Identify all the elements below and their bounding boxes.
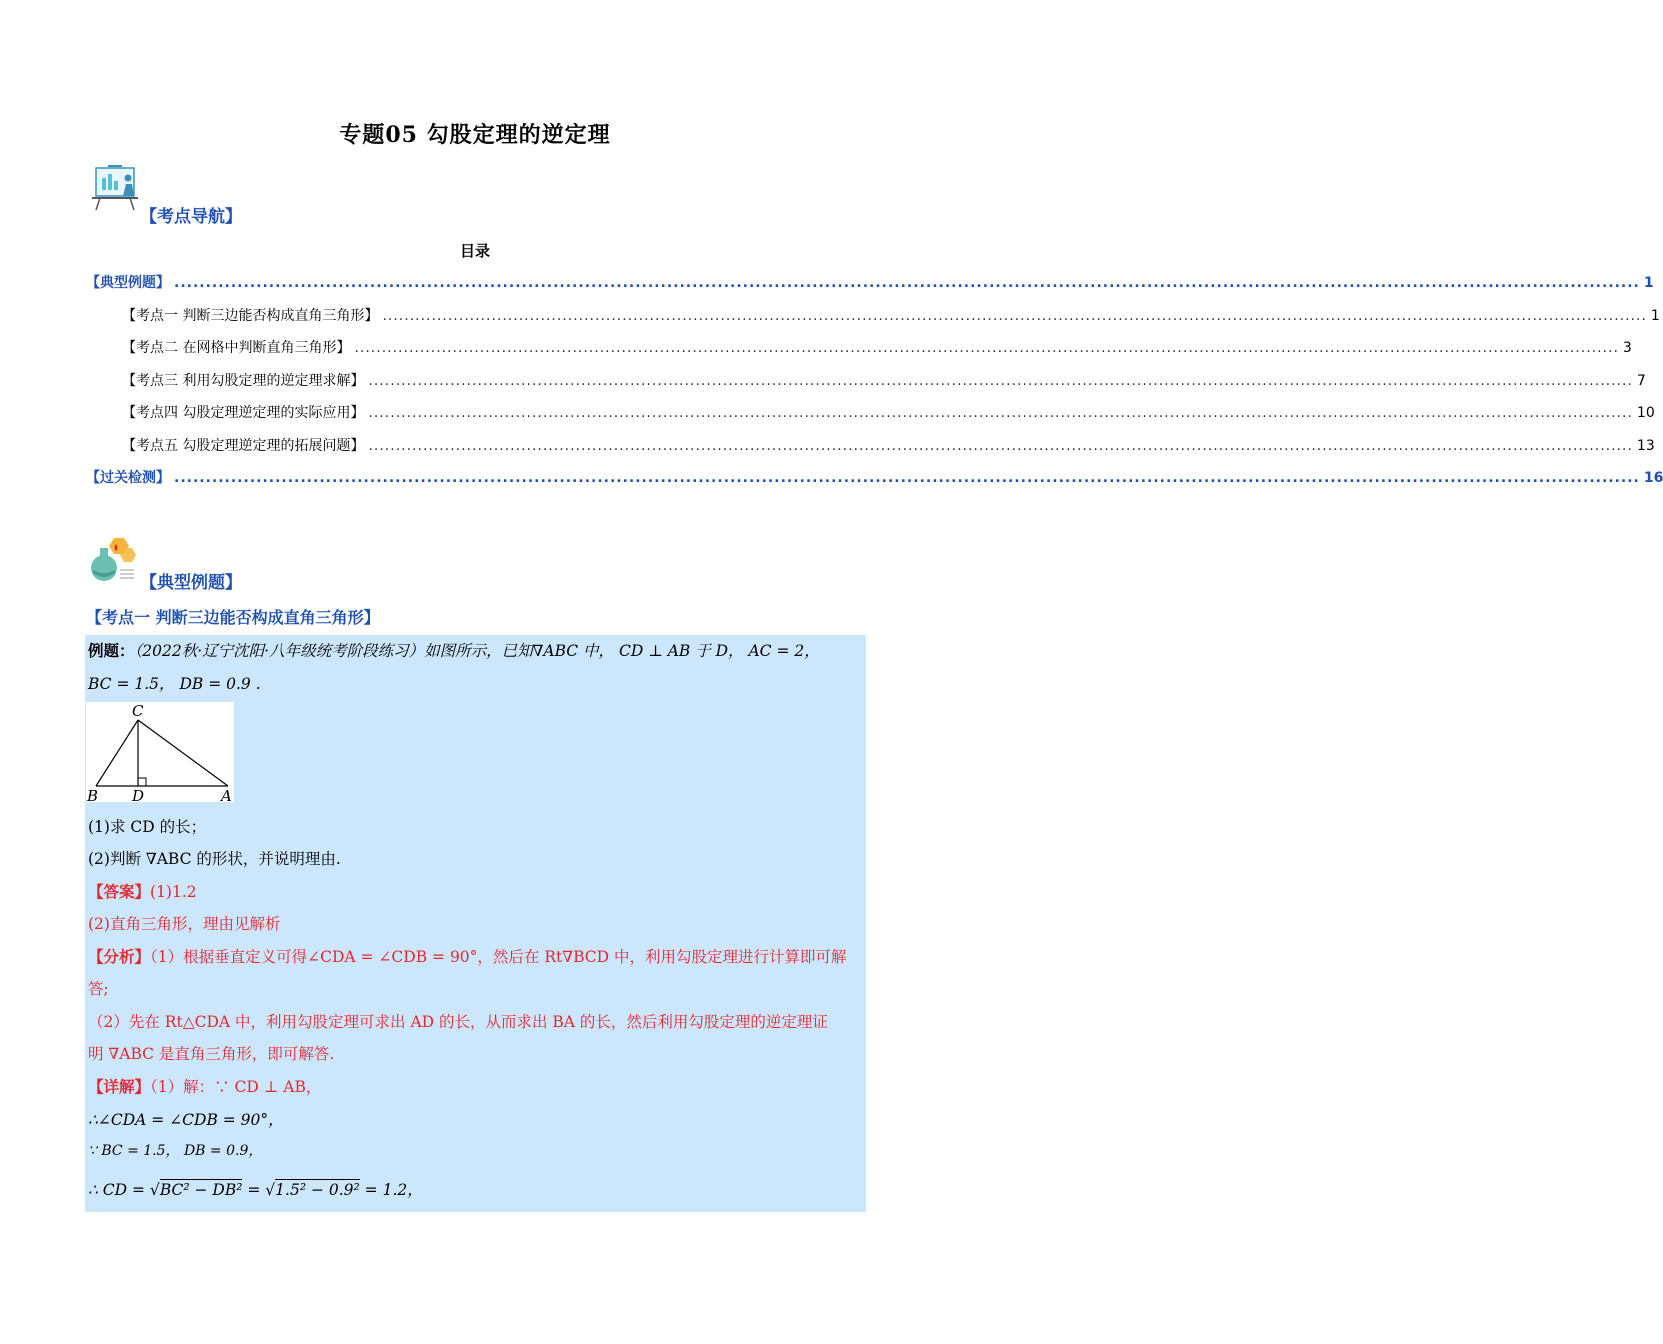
analysis-text-2: 答;: [88, 980, 109, 998]
analysis-line-1: [88, 945, 846, 967]
toc-label: 【考点三 利用勾股定理的逆定理求解】: [122, 373, 365, 389]
toc-leader: ........................................................................................................................................................................................................................................: [174, 275, 1640, 291]
detail-eq-mid: =: [242, 1181, 266, 1199]
answer-tag: 【答案】: [88, 882, 151, 901]
example-text-1: （2022秋·辽宁沈阳·八年级统考阶段练习）如图所示，已知∇ABC 中， CD ⊥ AB 于 D， AC = 2，: [134, 642, 820, 660]
detail-text-2: ∴∠CDA = ∠CDB = 90°，: [88, 1111, 284, 1129]
question-2: (2)判断 ∇ABC 的形状，并说明理由.: [88, 850, 341, 868]
teaching-board-icon: [88, 164, 144, 214]
flask-icon: [88, 536, 138, 586]
toc-item-topic-5[interactable]: [122, 435, 1655, 457]
answer-line-1: [88, 880, 197, 902]
question-1: (1)求 CD 的长；: [88, 818, 207, 836]
detail-line-4: ∴ CD = √BC² − DB² = √1.5² − 0.9² = 1.2，: [88, 1181, 423, 1199]
detail-eq-right: = 1.2，: [359, 1181, 423, 1199]
toc-item-topic-3[interactable]: [122, 370, 1646, 392]
detail-text-1: （1）解：∵ CD ⊥ AB，: [150, 1078, 322, 1096]
section-heading: 【典型例题】: [140, 573, 242, 593]
label-a: A: [221, 787, 232, 805]
toc-leader: ........................................................................................................................................................................................................................................: [368, 373, 1633, 389]
toc-label: 【典型例题】: [86, 275, 170, 291]
toc-item-checkpoint[interactable]: [86, 467, 1663, 489]
answer-2: (2)直角三角形，理由见解析: [88, 915, 281, 933]
label-b: B: [87, 787, 99, 805]
toc-item-topic-1[interactable]: [122, 305, 1660, 327]
toc-item-examples[interactable]: [86, 272, 1654, 294]
detail-text-3: ∵ BC = 1.5， DB = 0.9，: [88, 1143, 263, 1159]
detail-eq-left: ∴ CD =: [88, 1181, 150, 1199]
example-line-1: [88, 639, 820, 661]
toc-page: 7: [1636, 373, 1646, 389]
sqrt-expression-1: BC² − DB²: [159, 1181, 243, 1199]
toc-page: 1: [1650, 308, 1660, 324]
analysis-text-4: 明 ∇ABC 是直角三角形，即可解答.: [88, 1045, 335, 1063]
toc-label: 【过关检测】: [86, 470, 170, 486]
example-label: 例题：: [88, 641, 135, 660]
toc-page: 3: [1622, 340, 1632, 356]
toc-label: 【考点四 勾股定理逆定理的实际应用】: [122, 405, 365, 421]
analysis-tag: 【分析】: [88, 947, 151, 966]
toc-label: 【考点一 判断三边能否构成直角三角形】: [122, 308, 379, 324]
toc-leader: ........................................................................................................................................................................................................................................: [368, 405, 1633, 421]
toc-leader: ........................................................................................................................................................................................................................................: [368, 438, 1633, 454]
toc-leader: ........................................................................................................................................................................................................................................: [382, 308, 1647, 324]
detail-line-1: [88, 1075, 321, 1097]
label-c: C: [132, 702, 144, 720]
toc-page: 1: [1643, 275, 1654, 291]
toc-item-topic-2[interactable]: [122, 337, 1632, 359]
toc-title: 目录: [459, 242, 490, 260]
toc-label: 【考点二 在网格中判断直角三角形】: [122, 340, 351, 356]
triangle-figure: [86, 702, 234, 805]
detail-tag: 【详解】: [88, 1077, 151, 1096]
nav-heading: 【考点导航】: [140, 207, 242, 227]
answer-1: (1)1.2: [150, 883, 197, 901]
label-d: D: [132, 787, 145, 805]
page-title: 专题05 勾股定理的逆定理: [339, 122, 611, 148]
topic-heading: 【考点一 判断三边能否构成直角三角形】: [86, 608, 380, 627]
example-line-2: BC = 1.5， DB = 0.9 .: [88, 675, 261, 693]
toc-page: 16: [1643, 470, 1663, 486]
toc-item-topic-4[interactable]: [122, 402, 1655, 424]
sqrt-expression-2: 1.5² − 0.9²: [275, 1181, 360, 1199]
toc-leader: ........................................................................................................................................................................................................................................: [174, 470, 1640, 486]
toc-page: 10: [1636, 405, 1655, 421]
analysis-text-1: （1）根据垂直定义可得∠CDA = ∠CDB = 90°，然后在 Rt∇BCD 中，利用勾股定理进行计算即可解: [150, 948, 847, 966]
toc-page: 13: [1636, 438, 1655, 454]
analysis-text-3: （2）先在 Rt△CDA 中，利用勾股定理可求出 AD 的长，从而求出 BA 的长，然后利用勾股定理的逆定理证: [88, 1013, 828, 1031]
toc-label: 【考点五 勾股定理逆定理的拓展问题】: [122, 438, 365, 454]
toc-leader: ........................................................................................................................................................................................................................................: [354, 340, 1619, 356]
